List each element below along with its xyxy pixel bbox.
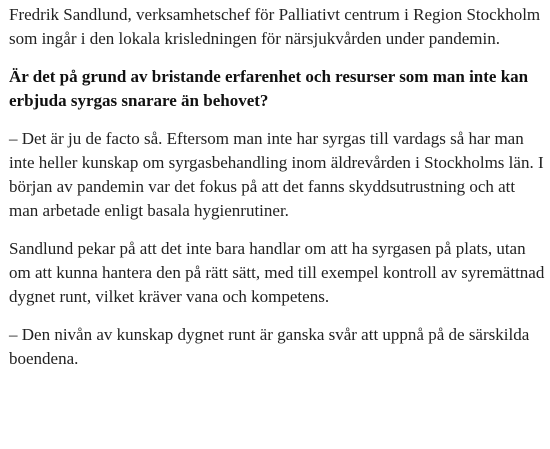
caption-paragraph: Fredrik Sandlund, verksamhetschef för Palliativt centrum i Region Stockholm som ingår i den lokala krisledningen för närsjukvården under pandemin. bbox=[9, 5, 541, 48]
quote-paragraph: – Den nivån av kunskap dygnet runt är ganska svår att uppnå på de särskilda boendena. bbox=[9, 325, 530, 368]
body-paragraph: Sandlund pekar på att det inte bara handlar om att ha syrgasen på plats, utan om att kunna hantera den på rätt sätt, med till exempel kontroll av syremättnad dygnet runt, vilket kräver vana och kompetens. bbox=[9, 239, 545, 306]
interview-answer: – Det är ju de facto så. Eftersom man inte har syrgas till vardags så har man inte heller kunskap om syrgasbehandling inom äldrevården i Stockholms län. I början av pandemin var det fokus på att det fanns skyddsutrustning och att man arbetade enligt basala hygienrutiner. bbox=[9, 129, 544, 220]
article-body bbox=[9, 3, 545, 385]
interview-question: Är det på grund av bristande erfarenhet och resurser som man inte kan erbjuda syrgas snarare än behovet? bbox=[9, 67, 529, 110]
